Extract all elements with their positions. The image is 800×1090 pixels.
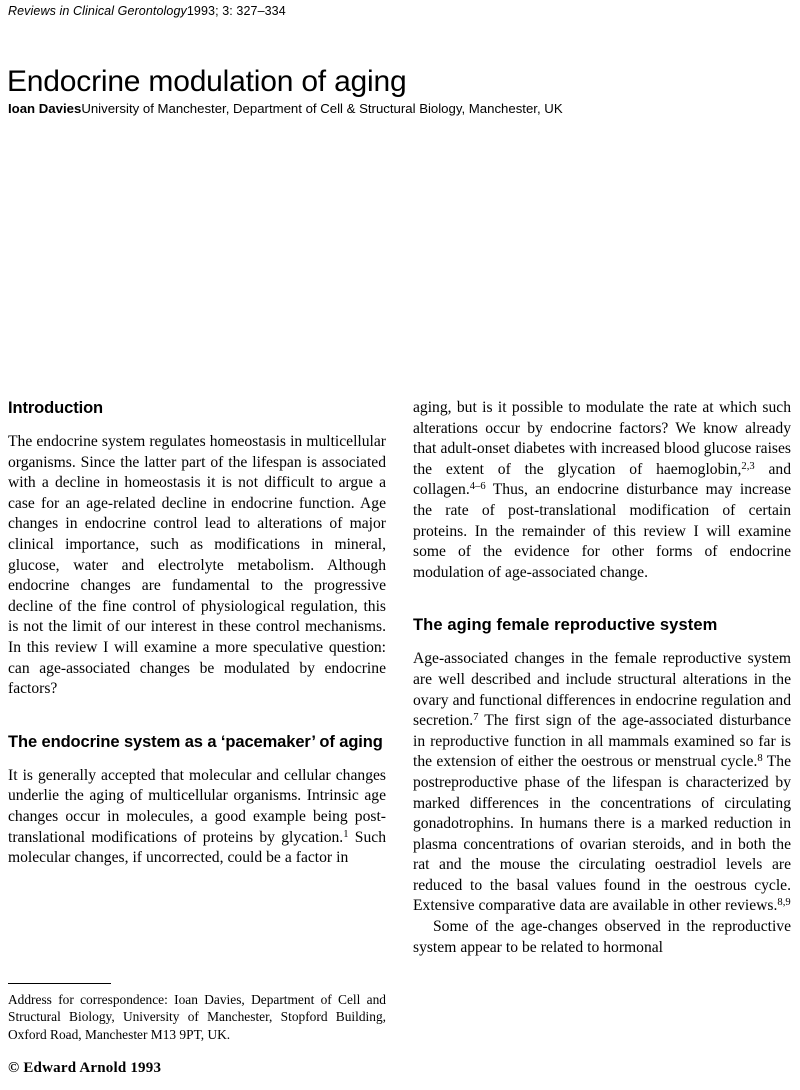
paragraph-female-text-a: Age-associated changes in the female reproductive system are well described and include structural alterations in the ovary and functional differences in endocrine regulation and secretion. xyxy=(413,650,791,730)
paragraph-female-reproductive xyxy=(413,649,791,917)
running-head xyxy=(8,4,608,18)
paragraph-pacemaker-text-a: It is generally accepted that molecular and cellular changes underlie the aging of multicellular organisms. Intrinsic age changes occur in molecules, a good example being post-translational modifications of proteins by glycation. xyxy=(8,766,386,846)
reference-marker-1: 1 xyxy=(343,828,349,840)
paragraph-introduction: The endocrine system regulates homeostasis in multicellular organisms. Since the latter part of the lifespan is associated with a decline in homeostasis it is not difficult to argue a case for an age-related decline in endocrine function. Age changes in endocrine control lead to alterations of major clinical importance, such as modifications in mineral, glucose, water and electrolyte metabolism. Although endocrine changes are fundamental to the progressive decline of the fine control of physiological regulation, this is not the limit of our interest in these control mechanisms. In this review I will examine a more speculative question: can age-associated changes be modulated by endocrine factors? xyxy=(8,433,386,698)
journal-name: Reviews in Clinical Gerontology xyxy=(8,4,187,18)
journal-citation: 1993; 3: 327–334 xyxy=(186,4,286,18)
paragraph-pacemaker-continued xyxy=(413,398,791,583)
section-heading-introduction: Introduction xyxy=(8,399,104,417)
paragraph-continued-text-a: aging, but is it possible to modulate the rate at which such alterations occur by endocrine factors? We know already that adult-onset diabetes with increased blood glucose raises the extent of the glycation of haemoglobin, xyxy=(413,399,791,478)
footnote-rule xyxy=(8,983,111,984)
paragraph-female-text-b: The first sign of the age-associated disturbance in reproductive function in all mammals examined so far is the extension of either the oestrous or menstrual cycle. xyxy=(413,712,791,771)
paragraph-pacemaker xyxy=(8,766,386,869)
paragraph-age-changes: Some of the age-changes observed in the reproductive system appear to be related to hormonal xyxy=(413,918,791,956)
section-heading-pacemaker: The endocrine system as a ‘pacemaker’ of aging xyxy=(8,732,383,751)
footnote-correspondence: Address for correspondence: Ioan Davies, Department of Cell and Structural Biology, University of Manchester, Stopford Building, Oxford Road, Manchester M13 9PT, UK. xyxy=(8,992,386,1042)
column-left xyxy=(8,398,386,869)
reference-marker-8-9: 8,9 xyxy=(777,897,791,909)
paragraph-female-text-c: The postreproductive phase of the lifespan is characterized by marked differences in the concentrations of circulating gonadotrophins. In humans there is a marked reduction in plasma concentrations of ovarian steroids, and in both the rat and the mouse the circulating oestradiol levels are reduced to the basal values found in the oestrous cycle. Extensive comparative data are available in other reviews. xyxy=(413,753,791,915)
reference-marker-7: 7 xyxy=(473,712,479,724)
paragraph-pacemaker-text-b: Such molecular changes, if uncorrected, could be a factor in xyxy=(8,828,386,867)
author-affiliation: University of Manchester, Department of Cell & Structural Biology, Manchester, UK xyxy=(81,101,563,116)
paragraph-continued-text-c: Thus, an endocrine disturbance may increase the rate of post-translational modification of certain proteins. In the remainder of this review I will examine some of the evidence for other forms of endocrine modulation of age-associated change. xyxy=(413,481,791,581)
column-right xyxy=(413,398,791,958)
section-heading-female-reproductive: The aging female reproductive system xyxy=(413,616,718,635)
paragraph-continued-text-b: and collagen. xyxy=(413,460,791,499)
reference-marker-8: 8 xyxy=(757,753,763,765)
copyright-line: © Edward Arnold 1993 xyxy=(8,1060,162,1076)
author-name: Ioan Davies xyxy=(8,101,82,116)
byline xyxy=(8,100,778,117)
reference-marker-4-6: 4–6 xyxy=(469,481,486,493)
reference-marker-2-3: 2,3 xyxy=(741,460,755,472)
article-title: Endocrine modulation of aging xyxy=(7,65,407,99)
